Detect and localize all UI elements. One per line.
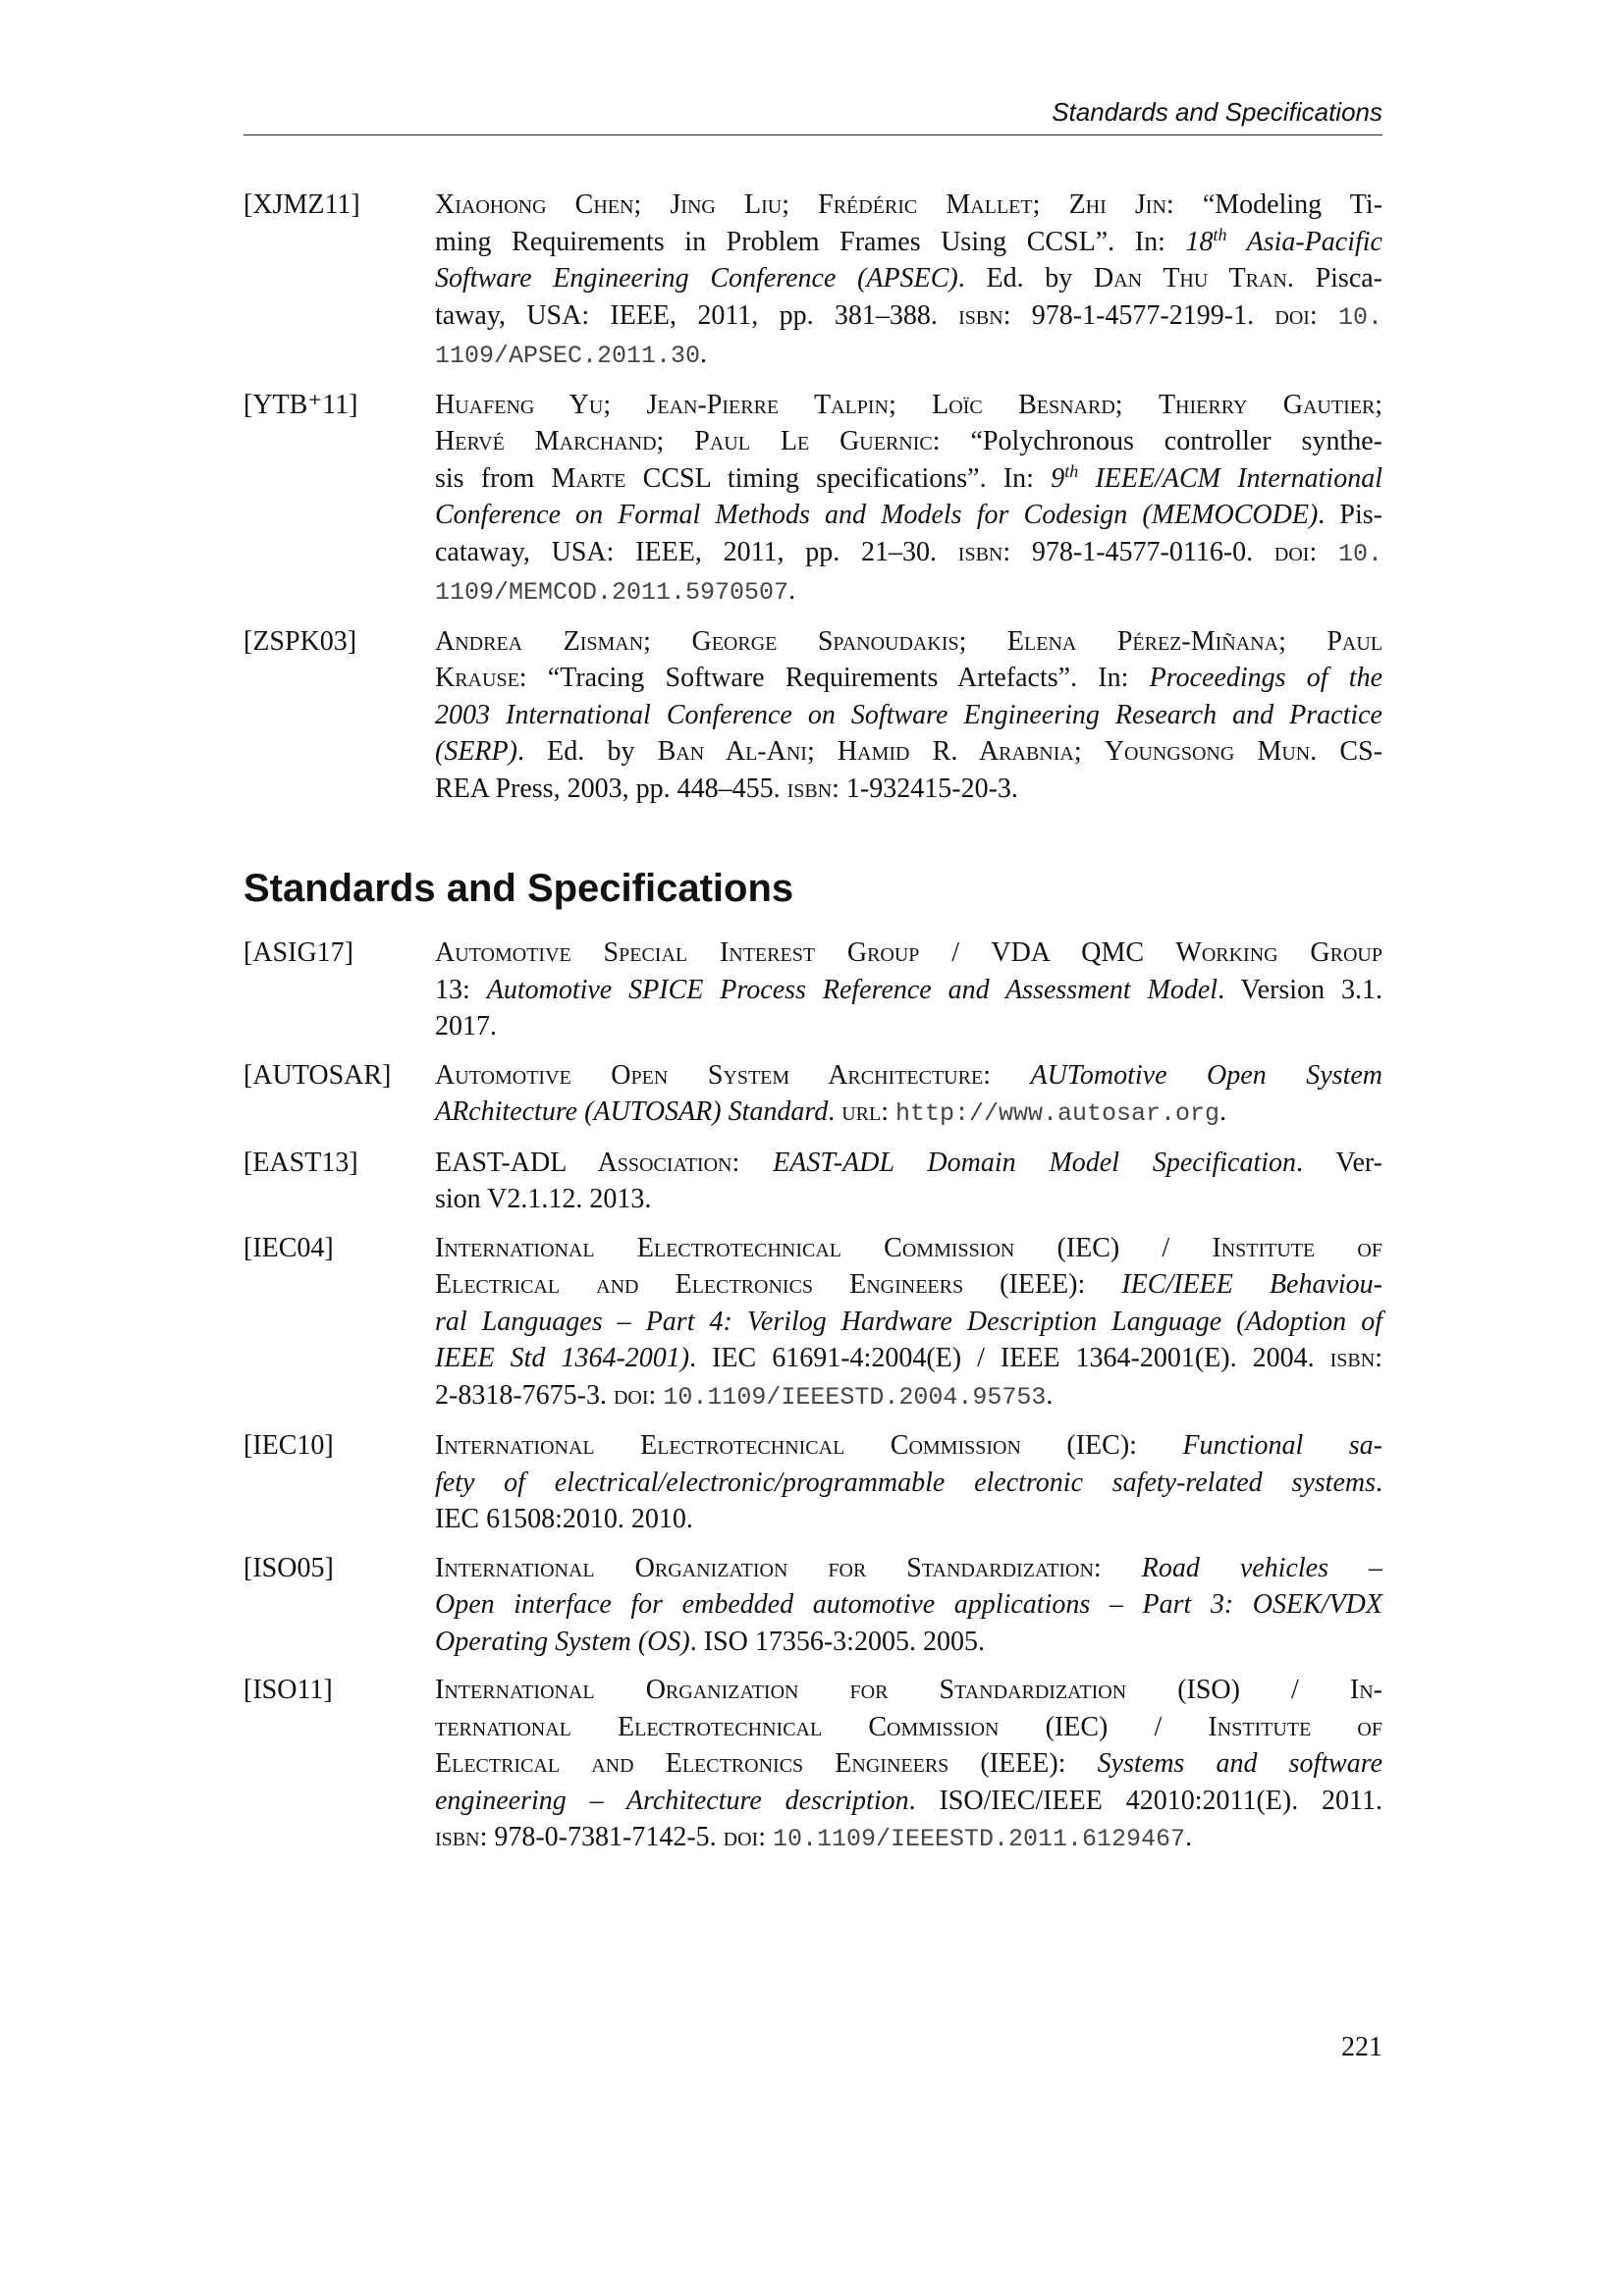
bib-entry [244,1057,1382,1133]
bib-segment: Open interface for embedded automotive applications – Part 3: OSEK/VDX [435,1589,1382,1620]
bib-line [435,297,1382,337]
bib-segment: IEEE/ACM International [1078,462,1382,494]
bib-segment: sis from [435,462,552,494]
bib-line [435,1550,1382,1587]
bib-segment: . [788,575,796,606]
bib-text [435,623,1382,808]
bib-line [435,224,1382,261]
bib-segment: ARchitecture (AUTOSAR) Standard [435,1096,829,1127]
bib-segment: . [828,1096,842,1127]
bib-entry [244,1672,1382,1858]
bib-segment: 9 [1051,462,1065,494]
bib-line [435,771,1382,808]
bib-segment: Ban Al-Ani [657,736,807,767]
bib-text [435,1145,1382,1218]
bib-segment: : [1129,1430,1183,1461]
bibliography-list-standards [244,934,1382,1870]
bib-segment: 1109/MEMCOD.2011.5970507 [435,578,789,607]
bib-segment: Systems and software [1097,1748,1383,1779]
bib-segment: ral Languages – Part 4: Verilog Hardware Description Language (Adoption of [435,1306,1382,1337]
bib-segment: 10. [1338,302,1383,332]
bib-text [435,1230,1382,1416]
bib-segment: Paul Le Guernic [694,426,933,456]
bib-segment: Electrical and Electronics Engineers (IEEE) [435,1269,1078,1300]
bib-key: [EAST13] [244,1147,358,1178]
bib-key: [ISO05] [244,1552,334,1583]
bib-segment: Thierry Gautier [1158,389,1376,420]
bib-segment: 1109/APSEC.2011.30 [435,342,701,370]
bib-segment: : [648,1379,664,1411]
bib-segment: 2017. [435,1011,497,1041]
bib-segment: IEC 61508:2010. 2010. [435,1504,693,1534]
bib-segment: ; [643,625,692,657]
bib-segment: isbn [958,299,1003,331]
bib-segment: Xiaohong Chen [435,189,634,220]
bib-segment: International Organization for Standardization [435,1552,1094,1583]
bib-line [435,1501,1382,1538]
bib-segment: doi [1273,536,1310,567]
bib-segment: Electrical and Electronics Engineers (IEEE) [435,1748,1058,1779]
bib-line [435,260,1382,297]
bib-segment: . Ed. by [516,736,658,767]
bib-line [435,1819,1382,1858]
page-number: 221 [1341,2032,1382,2062]
bib-segment: 18 [1185,226,1214,257]
bib-segment: Automotive Open System Architecture [435,1059,984,1091]
bib-line [435,697,1382,734]
bib-segment: Elena Pérez-Miñana [1006,625,1279,657]
bib-segment: . ISO 17356-3:2005. 2005. [689,1626,985,1657]
bib-segment: Software Engineering Conference (APSEC) [435,263,958,294]
bib-segment: REA Press, 2003, pp. 448–455. [435,773,787,804]
bib-segment: : [1077,1269,1122,1300]
bib-segment: engineering – Architecture description [435,1785,909,1816]
bib-segment: isbn [957,536,1003,567]
bib-line [435,1377,1382,1416]
bib-key: [YTB⁺11] [244,389,358,420]
bib-line [435,623,1382,661]
bib-text [435,1550,1382,1661]
bib-segment: International Electrotechnical Commission (IEC) [435,1430,1130,1461]
bib-key: [IEC10] [244,1430,334,1461]
bib-text [435,187,1382,375]
bib-key: [IEC04] [244,1232,334,1263]
bib-segment: IEC/IEEE Behaviou- [1121,1269,1383,1300]
bib-segment: Jean-Pierre Talpin [646,389,890,420]
bib-line [435,1709,1382,1746]
bib-segment: http://www.autosar.org [895,1099,1220,1128]
bib-segment: ; [806,736,838,767]
bib-text [435,387,1382,612]
bib-line [435,1057,1382,1095]
bib-segment: . [1185,1822,1193,1852]
bib-segment: George Spanoudakis [691,625,959,657]
bib-segment: CCSL timing specifications”. In: [625,462,1052,494]
bib-segment: . Ed. by [957,263,1094,294]
bib-segment: taway, USA: IEEE, 2011, pp. 381–388. [435,299,959,331]
bib-line [435,387,1382,424]
bib-segment: : [1057,1748,1098,1779]
bib-segment: International Organization for Standardization (ISO) / In- [435,1675,1382,1705]
bib-segment: 10. [1337,539,1382,568]
bib-segment: : [983,1059,1031,1091]
bib-segment: : 978-1-4577-0116-0. [1002,536,1274,567]
bib-entry [244,187,1382,375]
bib-line [435,1145,1382,1182]
bib-segment: : “Modeling Ti- [1165,189,1383,220]
bib-segment: Road vehicles – [1141,1552,1382,1583]
bib-segment: . IEC 61691-4:2004(E) / IEEE 1364-2001(E). 2004. [689,1343,1330,1373]
bib-segment: url [841,1096,882,1127]
bib-segment: Operating System (OS) [435,1626,690,1657]
bib-line [435,1008,1382,1045]
bib-segment: IEEE Std 1364-2001) [435,1343,690,1373]
bib-key: [XJMZ11] [244,189,360,220]
bib-segment: ; [889,389,933,420]
bib-segment: Asia-Pacific [1226,226,1382,257]
bib-segment: : “Tracing Software Requirements Artefacts”. In: [518,663,1150,693]
bib-segment: Hamid R. Arabnia [837,736,1074,767]
bib-segment: : [1309,299,1338,331]
bib-segment: Marte [551,462,626,494]
bib-key: [ZSPK03] [244,625,357,657]
bib-segment: doi [613,1379,649,1411]
bib-line [435,1672,1382,1709]
bib-segment: : [731,1147,774,1178]
bib-segment: 2003 International Conference on Software Engineering Research and Practice [435,699,1382,730]
bib-segment: Conference on Formal Methods and Models for Codesign (MEMOCODE) [435,500,1319,530]
bib-line [435,460,1382,498]
bib-line [435,934,1382,972]
bib-segment: ternational Electrotechnical Commission (IEC) / Institute of [435,1711,1382,1742]
bib-line [435,1427,1382,1465]
bib-text [435,934,1382,1045]
bib-segment: . Version 3.1. [1218,974,1382,1005]
bib-segment: ; [1073,736,1105,767]
bib-segment: . [1219,1096,1227,1127]
bib-text [435,1672,1382,1858]
bib-line [435,336,1382,375]
bib-segment: . [1046,1379,1054,1411]
bib-segment: ; [958,625,1007,657]
bib-segment: : “Polychronous controller synthe- [932,426,1382,456]
bib-line [435,1304,1382,1341]
bib-segment: EAST-ADL Association [435,1147,732,1178]
bib-segment: . Ver- [1296,1147,1382,1178]
bib-segment: Youngsong Mun [1104,736,1311,767]
bib-segment: : 1-932415-20-3. [832,773,1018,804]
bib-entry [244,1230,1382,1416]
bib-entry [244,623,1382,808]
bib-segment: : [881,1096,895,1127]
bib-segment: Functional sa- [1182,1430,1383,1461]
bib-segment: 10.1109/IEEESTD.2004.95753 [663,1382,1047,1412]
bib-segment: ; [1114,389,1159,420]
bib-line [435,187,1382,224]
bib-line [435,1624,1382,1661]
bib-segment: . [700,339,708,369]
bib-segment: : 978-1-4577-2199-1. [1002,299,1275,331]
bib-segment: Automotive Special Interest Group / VDA QMC Working Group [435,937,1382,968]
bib-segment: Jing Liu [670,189,783,220]
bib-segment: . CS- [1310,736,1383,767]
bib-segment: . [1376,1467,1382,1498]
bib-key: [ISO11] [244,1675,333,1705]
bib-line [435,1745,1382,1783]
bib-segment: : [1309,536,1338,567]
bib-segment: fety of electrical/electronic/programmable electronic safety-related systems [435,1467,1376,1498]
bib-key: [ASIG17] [244,937,353,968]
bib-segment: Automotive SPICE Process Reference and Assessment Model [486,974,1218,1005]
bib-entry [244,1550,1382,1661]
bib-segment: th [1213,224,1227,244]
bib-entry [244,1145,1382,1218]
bib-segment: Krause [435,663,519,693]
bib-line [435,1266,1382,1304]
bib-segment: th [1064,460,1079,481]
bibliography-list-top [244,187,1382,819]
section-heading: Standards and Specifications [244,867,794,910]
bib-line [435,1465,1382,1502]
bib-segment: 10.1109/IEEESTD.2011.6129467 [772,1825,1186,1853]
bib-segment: 2-8318-7675-3. [435,1379,614,1411]
bib-line [435,497,1382,534]
bib-segment: International Electrotechnical Commission (IEC) / Institute of [435,1232,1382,1263]
running-header: Standards and Specifications [1052,97,1382,127]
bib-line [435,1340,1382,1377]
bib-segment: ; [603,389,647,420]
bib-segment: ming Requirements in Problem Frames Using CCSL”. In: [435,226,1186,257]
bib-line [435,1783,1382,1820]
bib-line [435,733,1382,771]
bib-key: [AUTOSAR] [244,1059,392,1091]
bib-segment: . Pis- [1318,500,1382,530]
bib-segment: : [1093,1552,1142,1583]
bib-segment: Frédéric Mallet [818,189,1033,220]
bib-segment: Dan Thu Tran [1094,263,1287,294]
bib-segment: ; [1278,625,1327,657]
bib-segment: ; [1032,189,1069,220]
bib-line [435,1181,1382,1218]
bib-segment: ; [782,189,819,220]
bib-line [435,572,1382,612]
bib-segment: . Pisca- [1286,263,1383,294]
bib-line [435,1230,1382,1267]
bib-entry [244,934,1382,1045]
bib-segment: Proceedings of the [1149,663,1382,693]
bib-segment: Zhi Jin [1068,189,1166,220]
bib-segment: Andrea Zisman [435,625,644,657]
bib-entry [244,387,1382,612]
bib-segment: AUTomotive Open System [1030,1059,1382,1091]
bib-line [435,1586,1382,1624]
bib-segment: Huafeng Yu [435,389,604,420]
bib-segment: Loïc Besnard [932,389,1115,420]
bib-segment: isbn [786,773,833,804]
bib-segment: ; [633,189,671,220]
bib-line [435,1094,1382,1133]
bib-segment: ; [656,426,695,456]
bib-line [435,534,1382,573]
bib-segment: cataway, USA: IEEE, 2011, pp. 21–30. [435,536,958,567]
bib-line [435,660,1382,697]
bib-segment: sion V2.1.12. 2013. [435,1184,652,1214]
bib-text [435,1057,1382,1133]
bib-segment: doi [1274,299,1310,331]
header-rule [244,134,1382,135]
bib-line [435,423,1382,460]
bib-segment: Hervé Marchand [435,426,657,456]
bib-segment: : [758,1822,773,1852]
bib-segment: : [1375,1343,1382,1373]
bib-segment: EAST-ADL Domain Model Specification [773,1147,1297,1178]
bib-segment: : 978-0-7381-7142-5. [479,1822,724,1852]
bib-segment: Paul [1326,625,1383,657]
bib-segment: (SERP) [435,736,517,767]
bib-segment: isbn [1329,1343,1376,1373]
bib-line [435,972,1382,1009]
bib-segment: doi [723,1822,759,1852]
bib-entry [244,1427,1382,1538]
bib-text [435,1427,1382,1538]
bib-segment: 13: [435,974,487,1005]
bib-segment: ; [1375,389,1383,420]
bib-segment: isbn [435,1822,480,1852]
bib-segment: . ISO/IEC/IEEE 42010:2011(E). 2011. [908,1785,1382,1816]
